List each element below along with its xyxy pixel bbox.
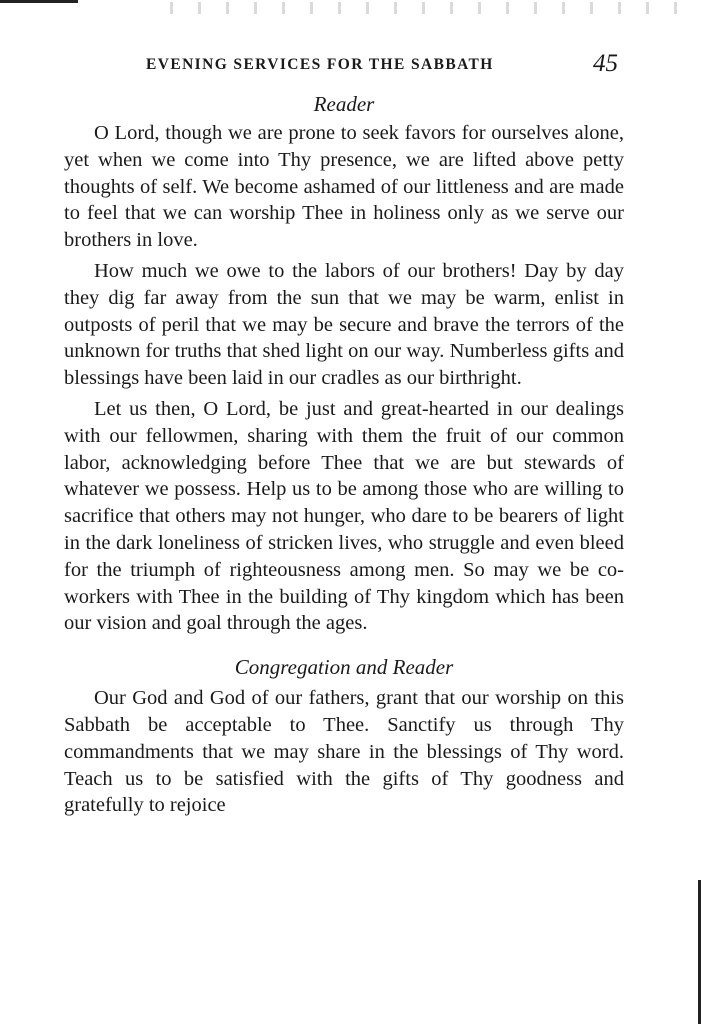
section-heading-congregation: Congregation and Reader: [234, 655, 454, 680]
running-head: [64, 46, 624, 86]
page-number: 45: [593, 50, 618, 77]
scan-edge-mark-right: [698, 880, 701, 1024]
scan-edge-mark: [0, 0, 78, 3]
scan-noise: [170, 2, 690, 14]
reader-paragraph-1: O Lord, though we are prone to seek favors for ourselves alone, yet when we come into Thy presence, we are lifted above petty thoughts of self. We become ashamed of our littleness and are made to feel that we can worship Thee in holiness only as we serve our brothers in love.: [64, 122, 624, 252]
section-heading-reader: Reader: [313, 92, 375, 116]
reader-paragraph-3: Let us then, O Lord, be just and great-hearted in our dealings with our fellowmen, sharing with them the fruit of our common labor, acknowledging before Thee that we are but stewards of whatever we possess. Help us to be among those who are willing to sacrifice that others may not hunger, who dare to be bearers of light in the dark loneliness of stricken lives, who struggle and even bleed for the triumph of righteousness among men. So may we be co-workers with Thee in the building of Thy kingdom which has been our vision and goal through the ages.: [64, 397, 624, 635]
book-page: [64, 46, 624, 819]
reader-paragraph-2: How much we owe to the labors of our brothers! Day by day they dig far away from the sun that we may be warm, enlist in outposts of peril that we may be secure and brave the terrors of the unknown for truths that shed light on our way. Numberless gifts and blessings have been laid in our cradles as our birthright.: [64, 259, 624, 390]
running-head-title: EVENING SERVICES FOR THE SABBATH: [146, 56, 494, 73]
congregation-paragraph-1: Our God and God of our fathers, grant that our worship on this Sabbath be acceptable to Thee. Sanctify us through Thy commandments that we may share in the blessings of Thy word. Teach us to be satisfied with the gifts of Thy goodness and gratefully to rejoice: [64, 687, 624, 817]
